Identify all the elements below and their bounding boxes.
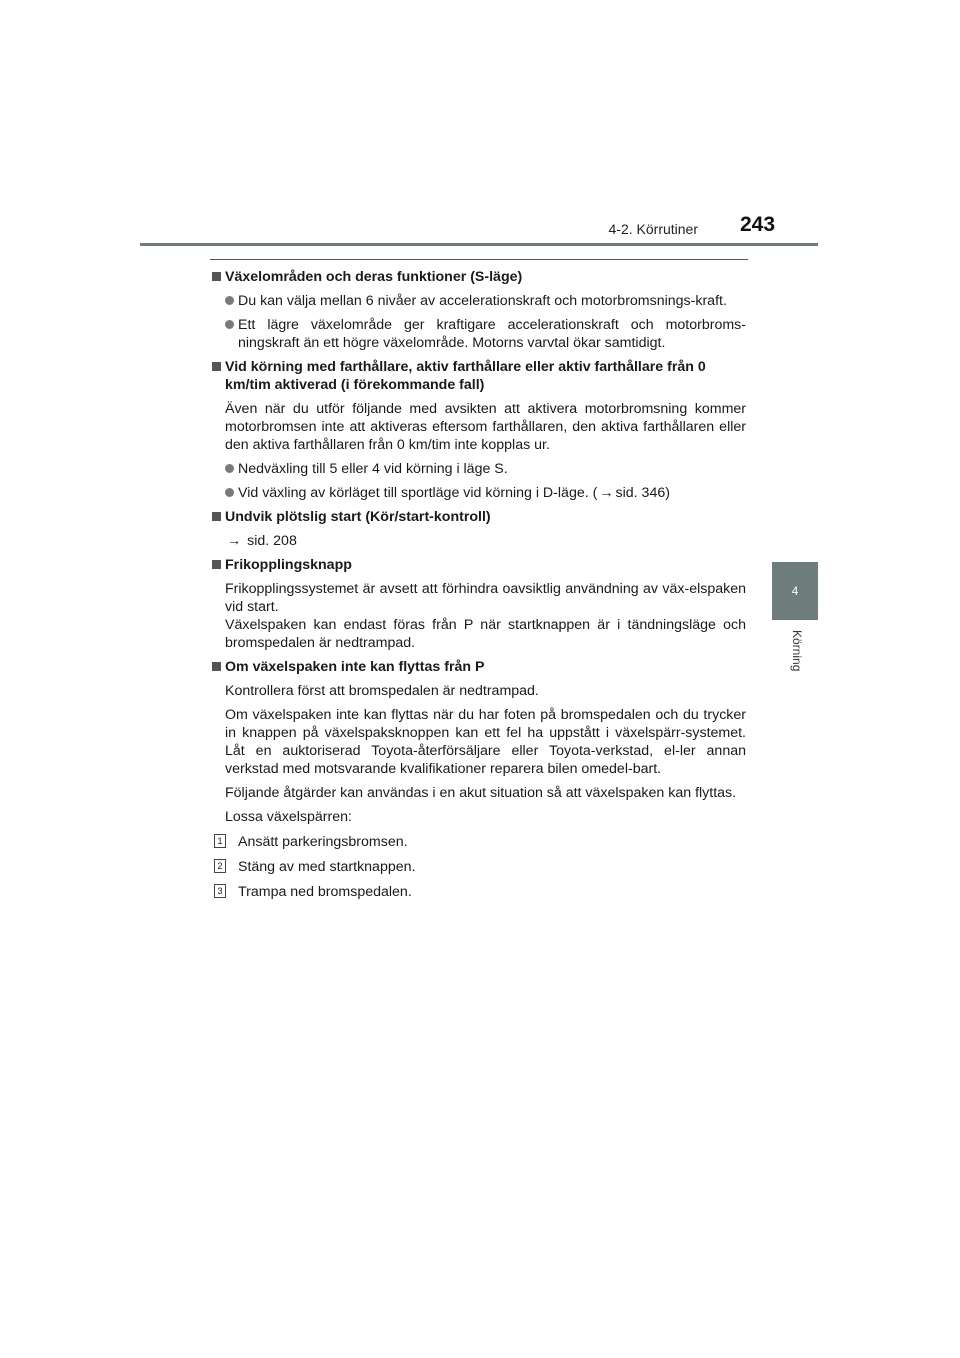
heading-text: Vid körning med farthållare, aktiv farthållare eller aktiv farthållare från 0 km/tim aktiverad (i förekommande fall) bbox=[225, 359, 706, 393]
step-item bbox=[212, 883, 746, 901]
paragraph: Lossa växelspärren: bbox=[225, 809, 352, 825]
paragraph: Följande åtgärder kan användas i en akut situation så att växelspaken kan flyttas. bbox=[225, 785, 737, 801]
paragraph: Om växelspaken inte kan flyttas när du har foten på bromspedalen och du trycker in knappen på växelspaksknoppen kan ett fel ha uppstått i växelspärr-systemet. Låt en auktoriserad Toyota-återförsäljare eller Toyota-verkstad, el-ler annan verkstad med motsvarande kvalifikationer reparera bilen omedel-bart. bbox=[225, 707, 746, 777]
bullet-text: Nedväxling till 5 eller 4 vid körning i läge S. bbox=[238, 461, 508, 477]
paragraph: Kontrollera först att bromspedalen är nedtrampad. bbox=[225, 683, 539, 699]
arrow-icon: → bbox=[227, 533, 242, 549]
chapter-tab: 4 bbox=[772, 562, 818, 620]
bullet-text: Ett lägre växelområde ger kraftigare accelerationskraft och motorbroms-ningskraft än ett högre växelområde. Motorns varvtal ökar samtidigt. bbox=[238, 317, 746, 351]
bullet-item bbox=[212, 316, 746, 352]
square-bullet-icon bbox=[212, 272, 221, 281]
square-bullet-icon bbox=[212, 512, 221, 521]
square-bullet-icon bbox=[212, 560, 221, 569]
bullet-item bbox=[212, 484, 746, 502]
square-bullet-icon bbox=[212, 362, 221, 371]
heading-text: Undvik plötslig start (Kör/start-kontroll) bbox=[225, 509, 491, 525]
step-number: 3 bbox=[214, 884, 226, 898]
bullet-item bbox=[212, 292, 746, 310]
circle-bullet-icon bbox=[225, 464, 234, 473]
paragraph: Frikopplingssystemet är avsett att förhindra oavsiktlig användning av väx-elspaken vid start. bbox=[225, 581, 746, 615]
reference-line bbox=[212, 532, 746, 550]
bullet-text: Du kan välja mellan 6 nivåer av accelerationskraft och motorbromsnings-kraft. bbox=[238, 293, 727, 309]
page-number: 243 bbox=[740, 213, 776, 236]
heading-text: Frikopplingsknapp bbox=[225, 557, 352, 573]
content-rule bbox=[210, 259, 748, 260]
chapter-label: Körning bbox=[790, 630, 804, 672]
section-heading bbox=[212, 508, 746, 526]
paragraph: Växelspaken kan endast föras från P när startknappen är i tändningsläge och bromspedalen är nedtrampad. bbox=[225, 617, 746, 651]
step-text: Ansätt parkeringsbromsen. bbox=[238, 834, 408, 850]
step-number: 1 bbox=[214, 834, 226, 848]
arrow-icon: → bbox=[599, 485, 614, 501]
circle-bullet-icon bbox=[225, 320, 234, 329]
step-number: 2 bbox=[214, 859, 226, 873]
section-heading bbox=[212, 556, 746, 574]
bullet-item bbox=[212, 460, 746, 478]
step-item bbox=[212, 833, 746, 851]
section-heading bbox=[212, 658, 746, 676]
section-heading bbox=[212, 268, 746, 286]
heading-text: Om växelspaken inte kan flyttas från P bbox=[225, 659, 485, 675]
bullet-text: Vid växling av körläget till sportläge vid körning i D-läge. ( bbox=[238, 485, 598, 501]
square-bullet-icon bbox=[212, 662, 221, 671]
circle-bullet-icon bbox=[225, 296, 234, 305]
step-text: Trampa ned bromspedalen. bbox=[238, 884, 412, 900]
step-text: Stäng av med startknappen. bbox=[238, 859, 416, 875]
header-rule bbox=[140, 243, 818, 246]
section-title: 4-2. Körrutiner bbox=[608, 221, 698, 237]
heading-text: Växelområden och deras funktioner (S-läge) bbox=[225, 269, 523, 285]
step-item bbox=[212, 858, 746, 876]
page-header bbox=[0, 0, 960, 250]
paragraph: Även när du utför följande med avsikten att aktivera motorbromsning kommer motorbromsen inte att aktiveras eftersom farthållaren, den aktiva farthållaren eller den aktiva farthållaren från 0 km/tim inte kopplas ur. bbox=[225, 401, 746, 453]
circle-bullet-icon bbox=[225, 488, 234, 497]
section-heading bbox=[212, 358, 746, 394]
page-reference: sid. 208 bbox=[247, 533, 297, 549]
page-reference: sid. 346) bbox=[615, 485, 670, 501]
page-content bbox=[212, 264, 746, 901]
